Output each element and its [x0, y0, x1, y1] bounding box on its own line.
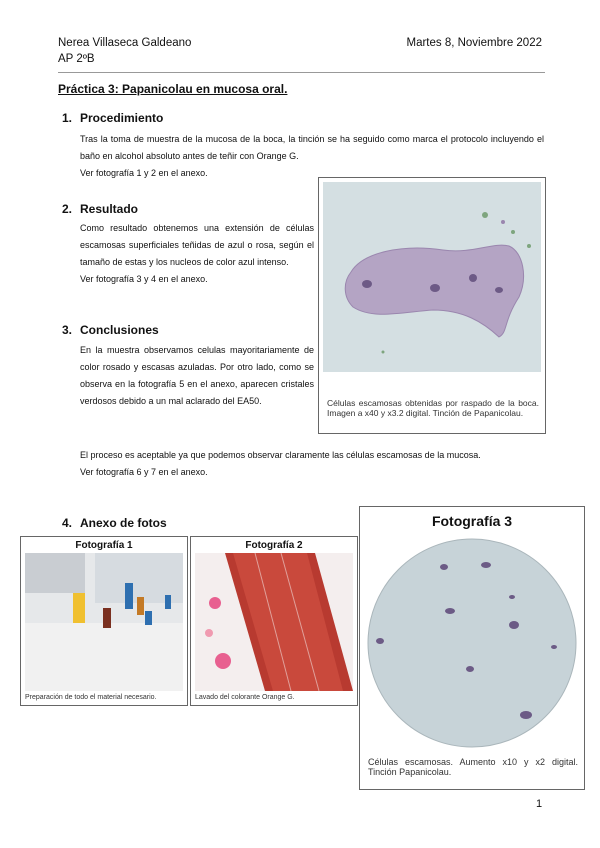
photo-2: [190, 536, 358, 706]
section-anexo-heading: [62, 516, 167, 530]
section-procedimiento-body: [80, 131, 544, 182]
header-divider: [58, 72, 545, 73]
section-conclusiones-body: En la muestra observamos celulas mayoritariamente de color rosado y escasas azuladas. Por otro lado, como se observa en la fotografía 5 en el anexo, aparecen cristales verdosos debido a un mal aclarado del EA50.: [80, 345, 314, 406]
section-resultado-heading: [62, 202, 138, 216]
section-title: Anexo de fotos: [80, 516, 167, 530]
section-title: Resultado: [80, 202, 139, 216]
section-number: 4.: [62, 516, 73, 530]
group-label: AP 2ºB: [58, 53, 95, 65]
paragraph: Como resultado obtenemos una extensión de células escamosas superficiales teñidas de azul o rosa, según el tamaño de estas y los nucleos de color azul intenso.: [80, 223, 314, 267]
section-number: 2.: [62, 202, 73, 216]
section-title: Conclusiones: [80, 323, 159, 337]
author-name: Nerea Villaseca Galdeano: [58, 37, 192, 49]
annex-reference: Ver fotografía 3 y 4 en el anexo.: [80, 274, 208, 284]
photo-1: [20, 536, 188, 706]
photo-title: Fotografía 2: [245, 540, 303, 551]
photo-title: Fotografía 1: [75, 540, 133, 551]
figure-main: [318, 177, 546, 434]
figure-main-caption: Células escamosas obtenidas por raspado de la boca. Imagen a x40 y x3.2 digital. Tinción de Papanicolau.: [327, 398, 539, 418]
page-title: Práctica 3: Papanicolau en mucosa oral.: [58, 82, 288, 96]
photo-3: [359, 506, 585, 790]
date-label: Martes 8, Noviembre 2022: [406, 37, 542, 49]
annex-reference: Ver fotografía 6 y 7 en el anexo.: [80, 467, 208, 477]
section-procedimiento-heading: [62, 111, 163, 125]
annex-reference: Ver fotografía 1 y 2 en el anexo.: [80, 168, 208, 178]
section-conclusiones-heading: [62, 323, 159, 337]
staining-tray-image: [195, 553, 353, 691]
section-title: Procedimiento: [80, 111, 164, 125]
section-number: 3.: [62, 323, 73, 337]
lab-equipment-image: [25, 553, 183, 691]
photo-caption: Lavado del colorante Orange G.: [195, 694, 295, 701]
microscopy-image: [323, 182, 541, 372]
paragraph: El proceso es aceptable ya que podemos observar claramente las células escamosas de la mucosa.: [80, 450, 481, 460]
section-resultado-body: [80, 220, 314, 288]
microscope-field-image: [366, 537, 578, 749]
photo-caption: Células escamosas. Aumento x10 y x2 digital. Tinción Papanicolau.: [368, 757, 578, 777]
photo-caption: Preparación de todo el material necesario.: [25, 694, 157, 701]
section-conclusiones-extra: [80, 447, 544, 481]
paragraph: Tras la toma de muestra de la mucosa de la boca, la tinción se ha seguido como marca el protocolo incluyendo el baño en alcohol absoluto antes de teñir con Orange G.: [80, 134, 544, 161]
photo-title: Fotografía 3: [431, 513, 513, 529]
section-number: 1.: [62, 111, 73, 125]
page-number: 1: [536, 798, 543, 810]
